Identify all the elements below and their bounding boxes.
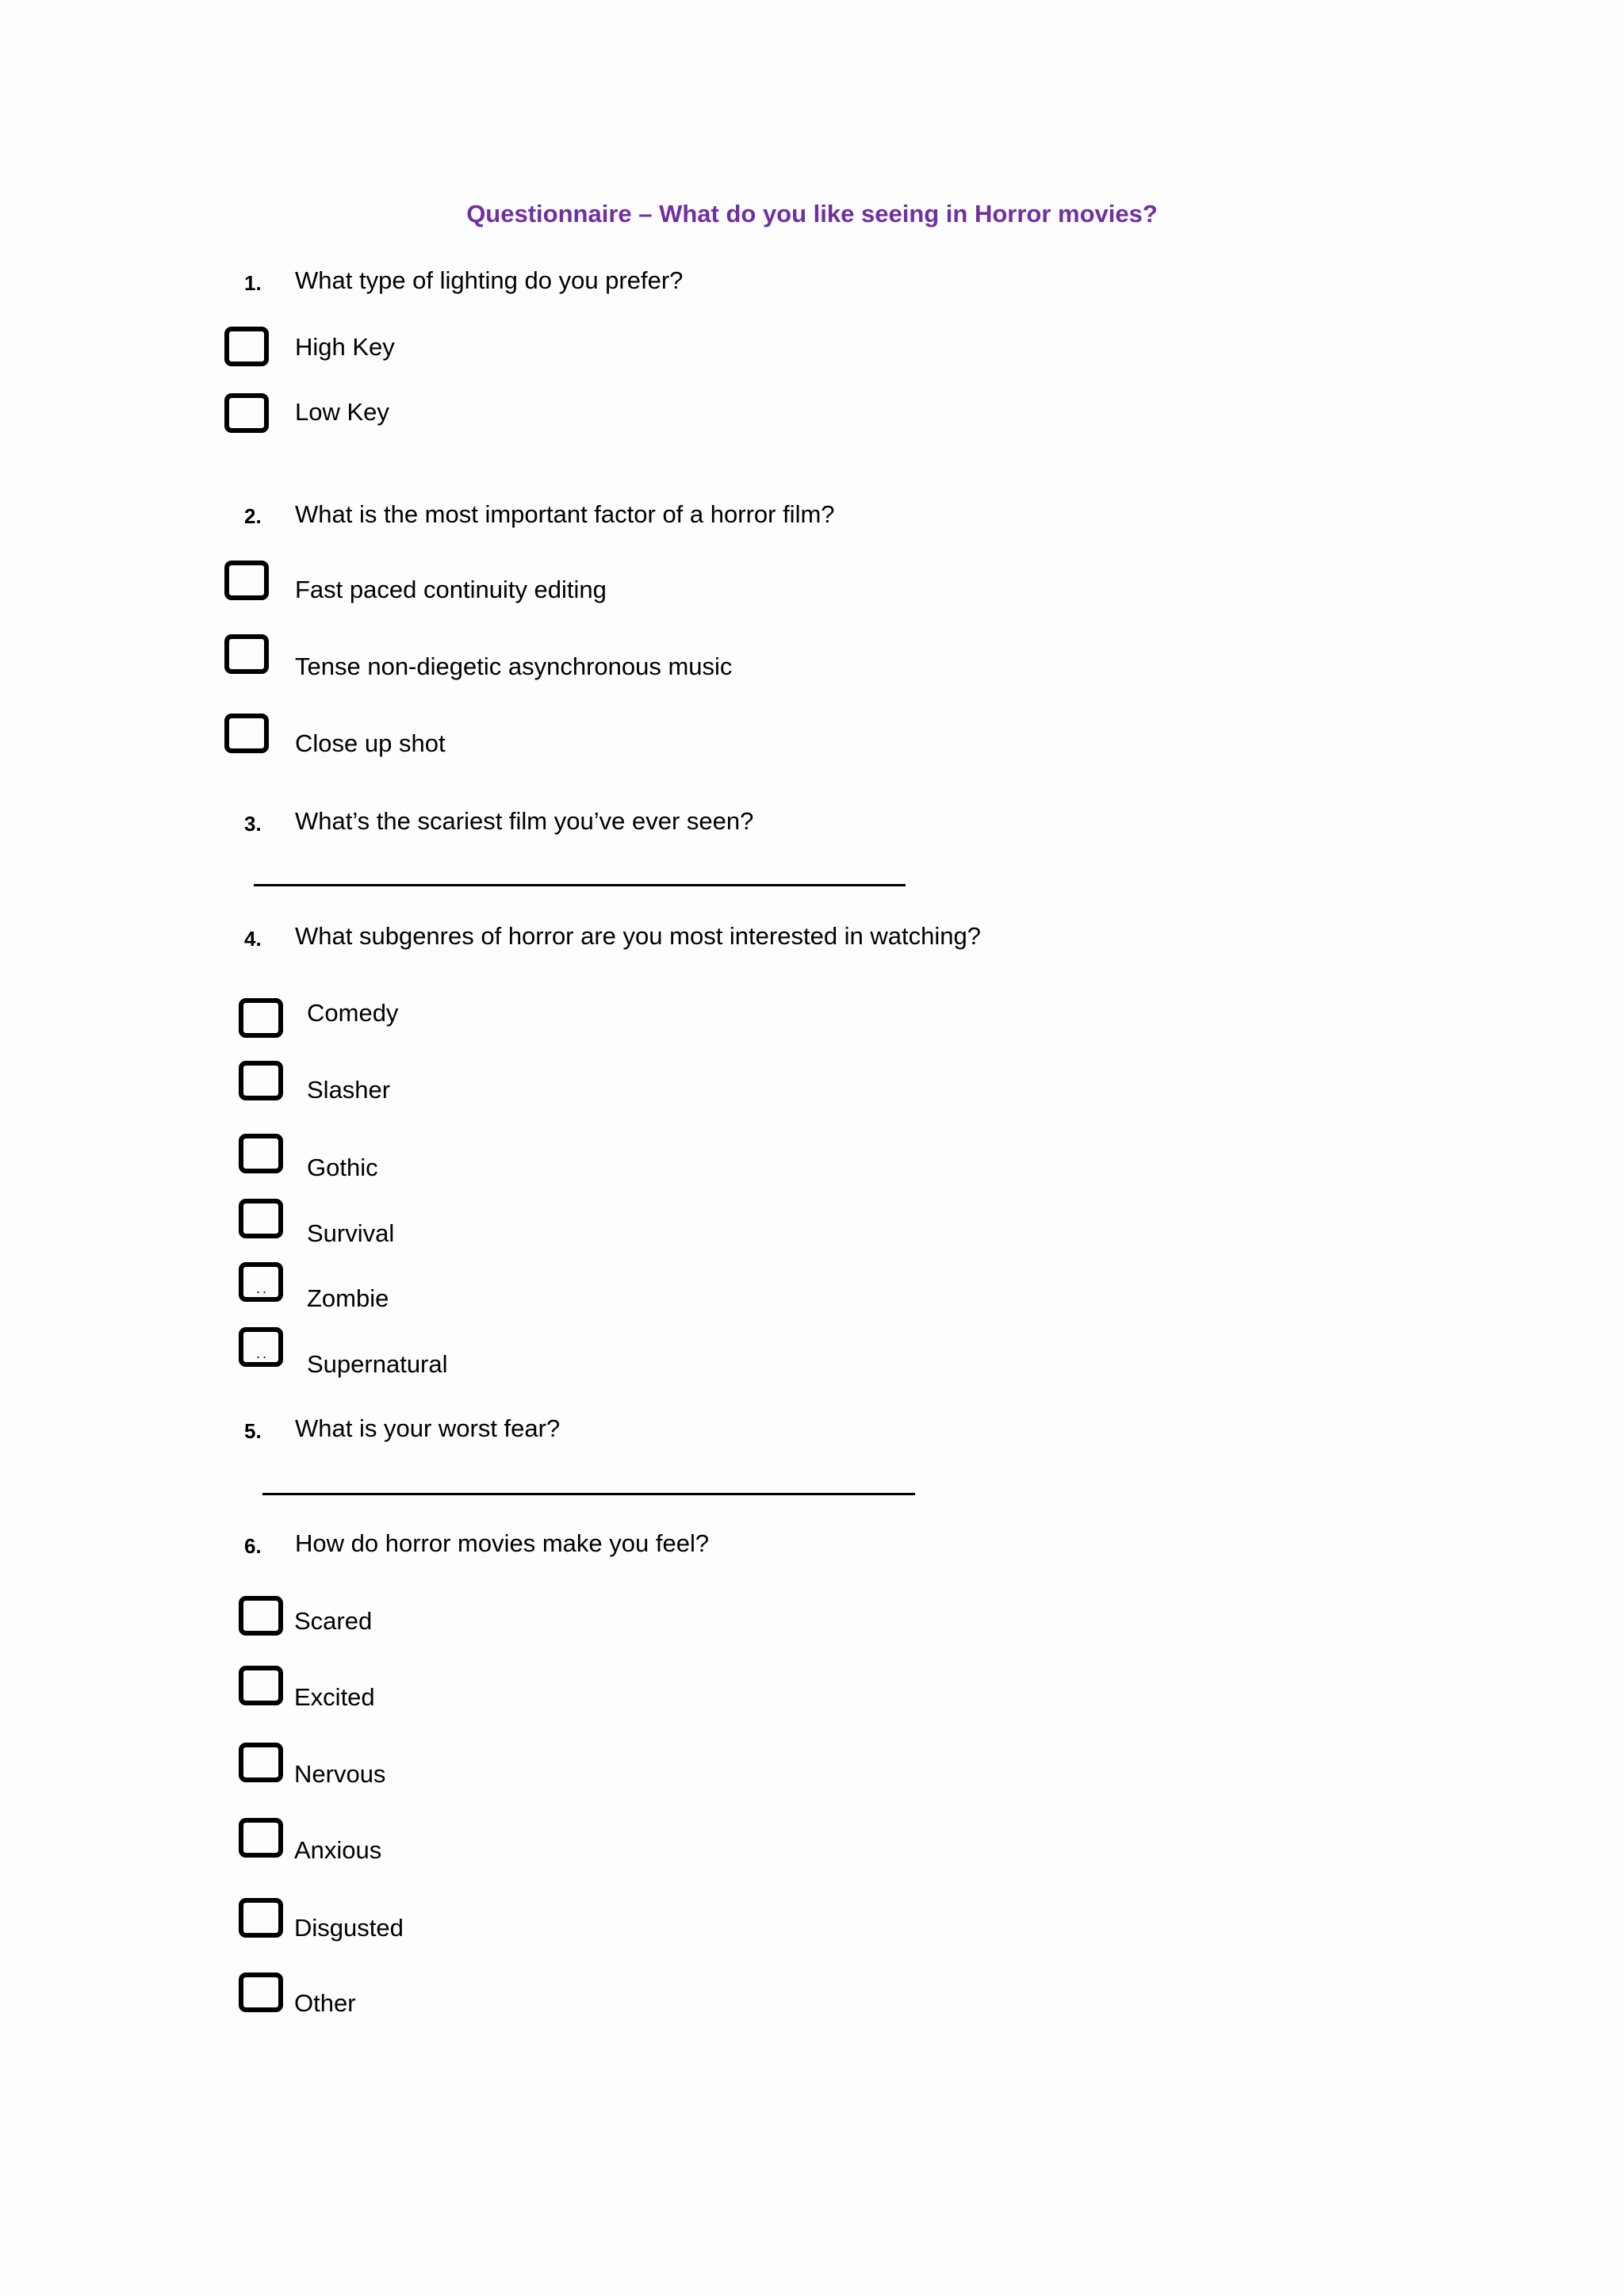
question-3-text: What’s the scariest film you’ve ever seen?	[295, 807, 754, 835]
question-4-number: 4.	[244, 927, 262, 951]
option-survival-label: Survival	[307, 1219, 395, 1247]
question-2-text: What is the most important factor of a horror film?	[295, 500, 835, 528]
checkbox-scared[interactable]	[239, 1596, 283, 1636]
checkbox-low-key[interactable]	[224, 393, 269, 433]
question-5-text: What is your worst fear?	[295, 1414, 561, 1442]
checkbox-high-key[interactable]	[224, 327, 269, 366]
question-5-number: 5.	[244, 1419, 262, 1443]
checkbox-gothic[interactable]	[239, 1134, 283, 1173]
checkbox-tense-music[interactable]	[224, 634, 269, 674]
option-gothic-label: Gothic	[307, 1154, 378, 1181]
checkbox-survival[interactable]	[239, 1199, 283, 1238]
answer-line-scariest-film[interactable]	[254, 884, 906, 886]
checkbox-other[interactable]	[239, 1973, 283, 2012]
option-tense-music-label: Tense non-diegetic asynchronous music	[295, 652, 733, 680]
option-nervous-label: Nervous	[294, 1760, 386, 1788]
question-6-number: 6.	[244, 1534, 262, 1558]
option-low-key-label: Low Key	[295, 398, 389, 426]
question-1-number: 1.	[244, 271, 262, 295]
option-zombie-label: Zombie	[307, 1284, 389, 1312]
option-scared-label: Scared	[294, 1607, 373, 1635]
checkbox-zombie[interactable]	[239, 1262, 283, 1302]
checkbox-slasher[interactable]	[239, 1061, 283, 1100]
option-high-key-label: High Key	[295, 333, 395, 361]
checkbox-excited[interactable]	[239, 1666, 283, 1705]
option-excited-label: Excited	[294, 1683, 375, 1711]
option-close-up-shot-label: Close up shot	[295, 729, 446, 757]
option-other-label: Other	[294, 1989, 356, 2017]
checkbox-anxious[interactable]	[239, 1818, 283, 1858]
question-4-text: What subgenres of horror are you most interested in watching?	[295, 922, 982, 950]
answer-line-worst-fear[interactable]	[262, 1493, 915, 1495]
question-1-text: What type of lighting do you prefer?	[295, 266, 684, 294]
question-6-text: How do horror movies make you feel?	[295, 1529, 710, 1557]
box-marks: ..	[256, 1345, 270, 1361]
checkbox-supernatural[interactable]	[239, 1327, 283, 1367]
checkbox-disgusted[interactable]	[239, 1898, 283, 1938]
checkbox-close-up-shot[interactable]	[224, 714, 269, 753]
option-anxious-label: Anxious	[294, 1836, 382, 1864]
question-3-number: 3.	[244, 812, 262, 836]
checkbox-comedy[interactable]	[239, 998, 283, 1038]
question-2-number: 2.	[244, 504, 262, 528]
option-supernatural-label: Supernatural	[307, 1350, 448, 1378]
page-title: Questionnaire – What do you like seeing in Horror movies?	[466, 200, 1158, 228]
checkbox-fast-paced-editing[interactable]	[224, 561, 269, 600]
option-slasher-label: Slasher	[307, 1076, 391, 1104]
option-comedy-label: Comedy	[307, 999, 399, 1027]
option-disgusted-label: Disgusted	[294, 1914, 404, 1942]
option-fast-paced-editing-label: Fast paced continuity editing	[295, 576, 607, 603]
box-marks: ..	[256, 1280, 270, 1296]
checkbox-nervous[interactable]	[239, 1743, 283, 1782]
